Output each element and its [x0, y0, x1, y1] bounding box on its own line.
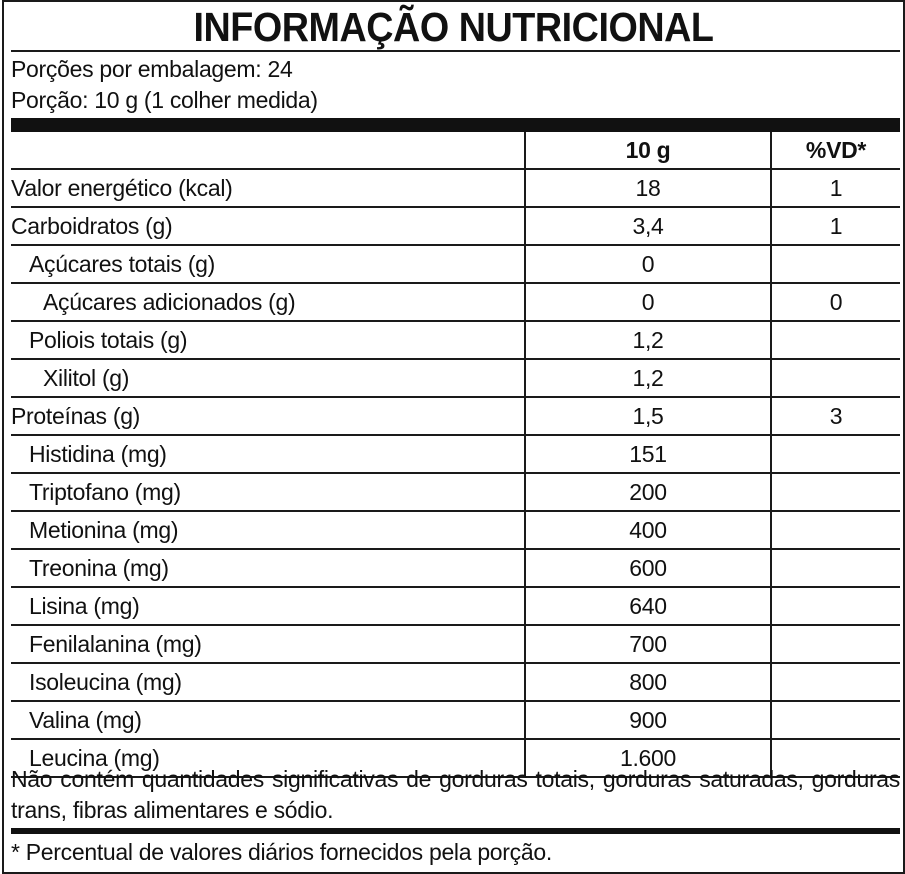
nutrient-quantity: 400: [525, 511, 771, 549]
nutrient-quantity: 600: [525, 549, 771, 587]
serving-size: Porção: 10 g (1 colher medida): [11, 87, 318, 113]
nutrient-daily-value: [771, 245, 900, 283]
nutrient-daily-value: [771, 435, 900, 473]
table-row: [11, 397, 900, 435]
nutrition-table: [11, 132, 900, 778]
nutrient-name: Triptofano (mg): [11, 473, 525, 511]
nutrient-daily-value: [771, 663, 900, 701]
nutrient-daily-value: 0: [771, 283, 900, 321]
nutrient-name: Açúcares adicionados (g): [11, 283, 525, 321]
table-row: [11, 625, 900, 663]
nutrient-quantity: 0: [525, 283, 771, 321]
nutrient-quantity: 3,4: [525, 207, 771, 245]
header-nutrient: [11, 132, 525, 169]
nutrient-daily-value: 1: [771, 169, 900, 207]
nutrient-name: Poliois totais (g): [11, 321, 525, 359]
table-row: [11, 435, 900, 473]
nutrient-quantity: 0: [525, 245, 771, 283]
table-row: [11, 663, 900, 701]
nutrient-name: Treonina (mg): [11, 549, 525, 587]
table-row: [11, 359, 900, 397]
nutrient-daily-value: [771, 625, 900, 663]
label-title: INFORMAÇÃO NUTRICIONAL: [193, 4, 714, 50]
title-divider: [11, 50, 900, 52]
nutrition-facts-label: [2, 0, 905, 874]
nutrient-name: Isoleucina (mg): [11, 663, 525, 701]
nutrient-daily-value: [771, 511, 900, 549]
nutrient-quantity: 640: [525, 587, 771, 625]
table-row: [11, 511, 900, 549]
nutrient-name: Valor energético (kcal): [11, 169, 525, 207]
nutrient-quantity: 800: [525, 663, 771, 701]
nutrient-name: Açúcares totais (g): [11, 245, 525, 283]
header-quantity: 10 g: [525, 132, 771, 169]
nutrient-quantity: 1,2: [525, 359, 771, 397]
header-daily-value: %VD*: [771, 132, 900, 169]
nutrient-daily-value: [771, 549, 900, 587]
nutrient-quantity: 900: [525, 701, 771, 739]
table-row: [11, 283, 900, 321]
nutrient-daily-value: [771, 359, 900, 397]
table-row: [11, 207, 900, 245]
nutrient-name: Proteínas (g): [11, 397, 525, 435]
nutrient-daily-value: 3: [771, 397, 900, 435]
table-row: [11, 549, 900, 587]
nutrient-name: Xilitol (g): [11, 359, 525, 397]
not-significant-note: Não contém quantidades significativas de gorduras totais, gorduras saturadas, gorduras trans, fibras alimentares e sódio.: [11, 766, 900, 823]
nutrient-quantity: 1,5: [525, 397, 771, 435]
table-header-row: [11, 132, 900, 169]
daily-value-footnote: * Percentual de valores diários fornecidos pela porção.: [11, 839, 552, 865]
nutrient-daily-value: [771, 587, 900, 625]
nutrient-quantity: 700: [525, 625, 771, 663]
thick-divider-bar: [11, 118, 900, 132]
nutrient-name: Histidina (mg): [11, 435, 525, 473]
table-row: [11, 169, 900, 207]
nutrient-daily-value: [771, 321, 900, 359]
table-row: [11, 321, 900, 359]
table-row: [11, 473, 900, 511]
nutrient-daily-value: [771, 473, 900, 511]
nutrient-quantity: 1,2: [525, 321, 771, 359]
table-row: [11, 701, 900, 739]
nutrient-name: Carboidratos (g): [11, 207, 525, 245]
nutrient-quantity: 151: [525, 435, 771, 473]
bottom-divider-bar: [11, 828, 900, 834]
nutrient-name: Fenilalanina (mg): [11, 625, 525, 663]
nutrient-quantity: 200: [525, 473, 771, 511]
table-row: [11, 245, 900, 283]
nutrient-name: Leucina (mg): [11, 739, 525, 777]
nutrient-quantity: 18: [525, 169, 771, 207]
nutrient-name: Metionina (mg): [11, 511, 525, 549]
table-row: [11, 587, 900, 625]
nutrient-daily-value: [771, 701, 900, 739]
nutrient-name: Valina (mg): [11, 701, 525, 739]
nutrient-name: Lisina (mg): [11, 587, 525, 625]
servings-per-package: Porções por embalagem: 24: [11, 56, 293, 82]
nutrient-daily-value: 1: [771, 207, 900, 245]
nutrient-quantity: 1.600: [525, 739, 771, 777]
